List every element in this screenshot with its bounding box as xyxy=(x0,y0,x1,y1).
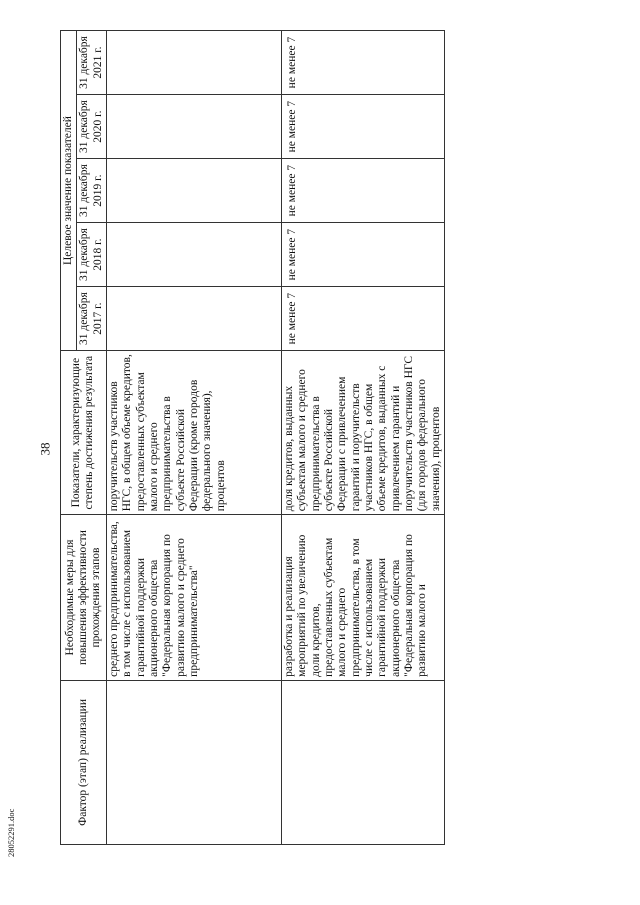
header-target-values: Целевое значение показателей xyxy=(61,31,77,351)
cell-measures: среднего предпринимательства, в том числе с использованием гарантийной поддержки акционерного общества "Федеральная корпорация по развитию малого и среднего предпринимательства" xyxy=(106,515,281,681)
header-date-2017: 31 декабря 2017 г. xyxy=(77,287,107,351)
cell-value-2021 xyxy=(106,31,281,95)
header-row-1 xyxy=(61,31,77,845)
cell-value-2021: не менее 7 xyxy=(281,31,444,95)
header-factor: Фактор (этап) реализации xyxy=(61,680,107,844)
cell-value-2017: не менее 7 xyxy=(281,287,444,351)
header-date-2021: 31 декабря 2021 г. xyxy=(77,31,107,95)
cell-measures: разработка и реализация мероприятий по увеличению доли кредитов, предоставленных субъектам малого и среднего предпринимательства, в том числе с использованием гарантийной поддержки акционерного общества "Федеральная корпорация по развитию малого и xyxy=(281,515,444,681)
header-date-2018: 31 декабря 2018 г. xyxy=(77,223,107,287)
cell-value-2020: не менее 7 xyxy=(281,95,444,159)
cell-indicators: поручительств участников НГС, в общем объеме кредитов, предоставленных субъектам малого и среднего предпринимательства в субъекте Российской Федерации (кроме городов федерального значения), процентов xyxy=(106,351,281,515)
document-footer-filename: 28052291.doc xyxy=(6,808,16,857)
cell-value-2018 xyxy=(106,223,281,287)
table-row xyxy=(281,31,444,845)
header-date-2020: 31 декабря 2020 г. xyxy=(77,95,107,159)
cell-factor xyxy=(281,680,444,844)
page-number: 38 xyxy=(37,442,53,456)
rotated-table-container xyxy=(60,30,640,845)
table-row xyxy=(106,31,281,845)
cell-factor xyxy=(106,680,281,844)
cell-value-2020 xyxy=(106,95,281,159)
header-date-2019: 31 декабря 2019 г. xyxy=(77,159,107,223)
target-indicators-table xyxy=(60,30,445,845)
cell-value-2018: не менее 7 xyxy=(281,223,444,287)
cell-value-2019 xyxy=(106,159,281,223)
cell-value-2019: не менее 7 xyxy=(281,159,444,223)
cell-indicators: доля кредитов, выданных субъектам малого и среднего предпринимательства в субъекте Российской Федерации с привлечением гарантий и поручительств участников НГС, в общем объеме кредитов, выданных с привлечением гарантий и поручительств участников НГС (для городов федерального значения), процентов xyxy=(281,351,444,515)
cell-value-2017 xyxy=(106,287,281,351)
header-indicators: Показатели, характеризующие степень достижения результата xyxy=(61,351,107,515)
header-measures: Необходимые меры для повышения эффективности прохождения этапов xyxy=(61,515,107,681)
